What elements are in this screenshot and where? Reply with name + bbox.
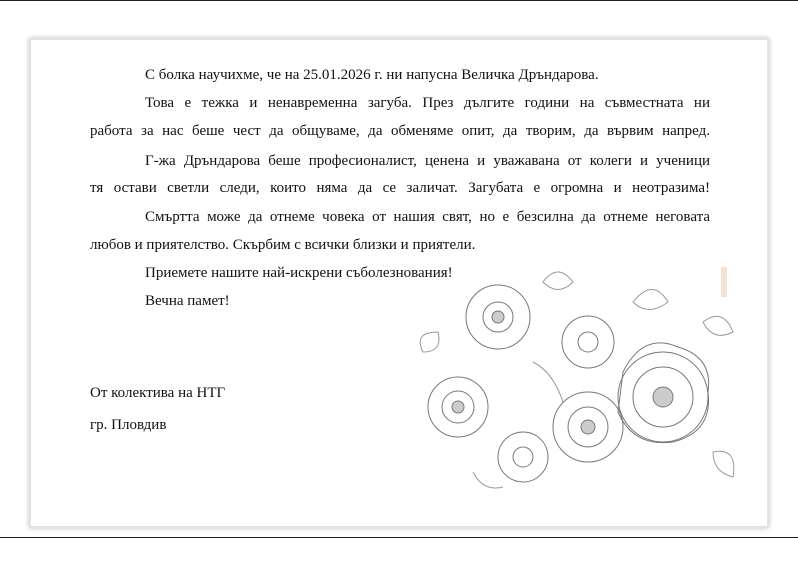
- paragraph-loss-line1: Това е тежка и ненавременна загуба. През дългите години на съвместната ни: [145, 95, 710, 111]
- paragraph-death-line1: Смъртта може да отнеме човека от нашия свят, но е безсилна да отнеме неговата: [145, 209, 710, 225]
- eternal-memory-line: Вечна памет!: [145, 293, 230, 309]
- paragraph-announcement: С болка научихме, че на 25.01.2026 г. ни напусна Величка Дръндарова.: [145, 67, 599, 83]
- flower-left: [428, 377, 488, 437]
- rose-flowers-illustration: [413, 262, 748, 502]
- flower-top: [466, 285, 530, 349]
- signature-city: гр. Пловдив: [90, 417, 167, 433]
- condolences-line: Приемете нашите най-искрени съболезнования!: [145, 265, 453, 281]
- top-rule: [0, 0, 798, 1]
- paragraph-professional-line1: Г-жа Дръндарова беше професионалист, ценена и уважавана от колеги и ученици: [145, 153, 710, 169]
- bottom-rule: [0, 537, 798, 538]
- flower-middle: [553, 392, 623, 462]
- paragraph-professional-line2: тя остави светли следи, които няма да се заличат. Загубата е огромна и неотразима!: [90, 180, 710, 196]
- flower-bottom-left: [498, 432, 548, 482]
- stamp-mark: [721, 267, 727, 297]
- flower-top-right: [562, 316, 614, 368]
- leaves: [420, 272, 734, 488]
- paragraph-death-line2: любов и приятелство. Скърбим с всички близки и приятели.: [90, 237, 476, 253]
- flower-large-right: [618, 343, 709, 443]
- paragraph-loss-line2: работа за нас беше чест да общуваме, да обменяме опит, да творим, да вървим напред.: [90, 123, 710, 139]
- signature-collective: От колектива на НТГ: [90, 385, 226, 401]
